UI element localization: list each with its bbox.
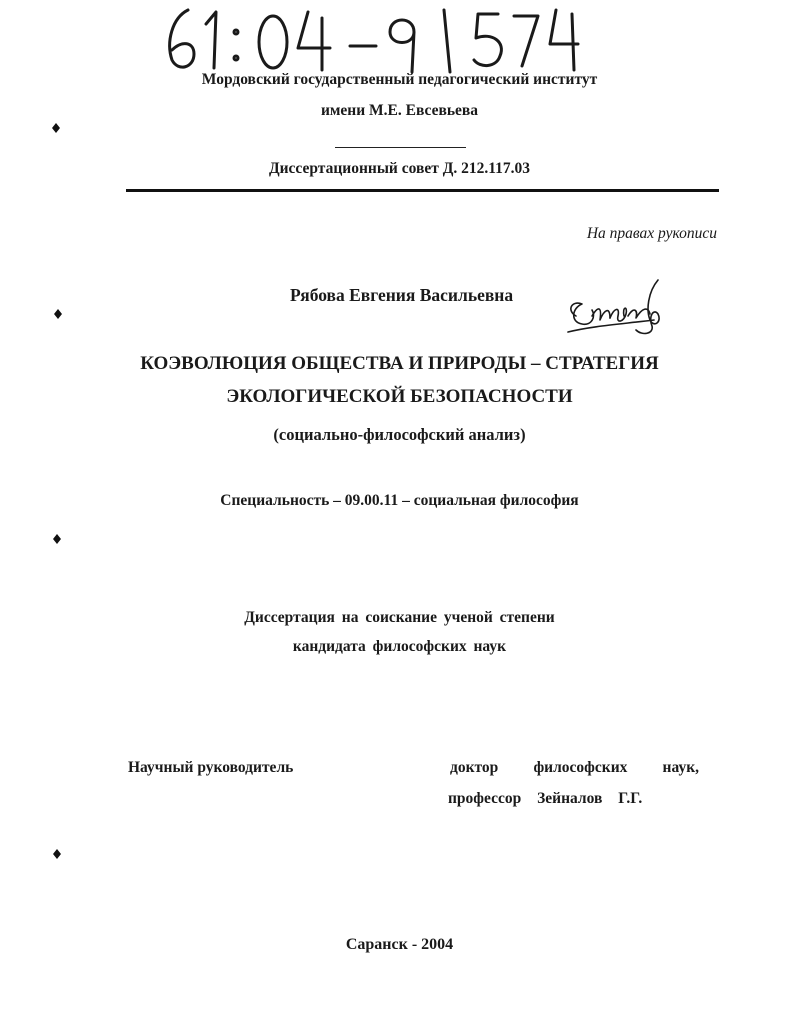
short-divider <box>335 147 466 148</box>
place-and-year: Саранск - 2004 <box>345 936 454 953</box>
supervisor-label: Научный руководитель <box>128 759 294 776</box>
handwritten-archive-number <box>158 2 588 74</box>
dissertation-council: Диссертационный совет Д. 212.117.03 <box>268 160 531 177</box>
institution-named-after: имени М.Е. Евсевьева <box>320 102 479 119</box>
margin-mark <box>51 848 63 860</box>
author-signature <box>562 276 672 340</box>
institution-name: Мордовский государственный педагогический институт <box>201 71 598 88</box>
margin-mark <box>52 308 64 320</box>
specialty: Специальность – 09.00.11 – социальная философия <box>220 492 579 509</box>
header-divider <box>126 189 719 192</box>
supervisor-name: профессор Зейналов Г.Г. <box>448 790 643 807</box>
supervisor-degree: доктор философских наук, <box>450 759 699 776</box>
degree-statement-line-1: Диссертация на соискание ученой степени <box>244 609 555 626</box>
author-name: Рябова Евгения Васильевна <box>290 285 514 305</box>
dissertation-subtitle: (социально-философский анализ) <box>273 425 526 444</box>
margin-mark <box>50 122 62 134</box>
degree-statement-line-2: кандидата философских наук <box>292 638 507 655</box>
dissertation-title-line-2: ЭКОЛОГИЧЕСКОЙ БЕЗОПАСНОСТИ <box>226 386 573 407</box>
dissertation-title-line-1: КОЭВОЛЮЦИЯ ОБЩЕСТВА И ПРИРОДЫ – СТРАТЕГИЯ <box>140 353 659 374</box>
manuscript-rights-note: На правах рукописи <box>586 225 717 242</box>
margin-mark <box>51 533 63 545</box>
